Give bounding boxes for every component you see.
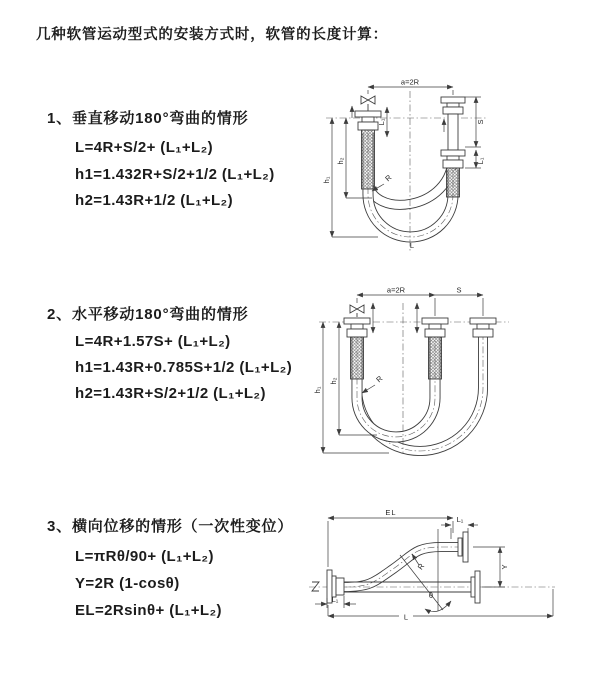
dim-label-s: S <box>456 285 462 295</box>
dim-label-el: EL <box>385 508 397 517</box>
dim-el <box>328 508 453 567</box>
construction-radius-line <box>400 555 443 610</box>
dim-label-l1: L₁ <box>331 595 339 604</box>
dim-l1-right <box>465 150 485 168</box>
section-3-heading: 3、横向位移的情形（一次性变位） <box>47 518 294 535</box>
dim-l <box>328 589 553 622</box>
section-2-formula-h2: h2=1.43R+S/2+1/2 (L₁+L₂) <box>75 385 266 402</box>
label-radius: R <box>374 373 385 385</box>
diagram-lateral-displacement <box>303 503 600 645</box>
diagram-vertical-180-bend <box>314 77 600 260</box>
dim-l1-left <box>315 595 356 608</box>
radius-callout <box>372 173 394 191</box>
radius-callout <box>362 374 385 393</box>
dim-label-h2: h₂ <box>329 377 338 385</box>
label-radius: R <box>383 172 394 184</box>
section-3-formula-Y: Y=2R (1-cosθ) <box>75 575 180 592</box>
dim-label-a2r: a=2R <box>386 285 406 295</box>
dim-label-l1: L₁ <box>377 118 386 126</box>
dim-a2r <box>368 78 453 96</box>
dim-label-l: L <box>403 612 409 622</box>
section-2-formula-L: L=4R+1.57S+ (L₁+L₂) <box>75 333 231 350</box>
middle-fitting <box>422 318 448 379</box>
left-flange <box>312 570 344 603</box>
dim-label-s: S <box>476 119 485 125</box>
dim-l1-top <box>441 515 478 539</box>
label-radius: R <box>415 561 427 572</box>
diagram-horizontal-180-bend <box>313 283 599 463</box>
page-title: 几种软管运动型式的安装方式时，软管的长度计算： <box>36 27 388 43</box>
dim-s <box>465 97 485 147</box>
dim-label-l1: L₁ <box>456 515 464 524</box>
hose-s-curve <box>344 547 458 587</box>
lower-right-flange <box>471 571 480 603</box>
section-2-formula-h1: h1=1.43R+0.785S+1/2 (L₁+L₂) <box>75 359 293 376</box>
section-3-formula-L: L=πRθ/90+ (L₁+L₂) <box>75 548 214 565</box>
dim-a2r <box>357 286 483 317</box>
section-1-formula-h2: h2=1.43R+1/2 (L₁+L₂) <box>75 192 234 209</box>
dim-label-y: Y <box>500 564 509 570</box>
dim-label-h1: h₁ <box>322 176 331 184</box>
section-1-formula-h1: h1=1.432R+S/2+1/2 (L₁+L₂) <box>75 166 275 183</box>
hose-ghost-position <box>368 155 453 205</box>
right-fitting <box>470 318 496 337</box>
dim-label-l1: L₁ <box>476 157 485 165</box>
hose-main-position <box>357 337 435 437</box>
top-right-flange <box>458 532 468 562</box>
pipe-break-icon <box>312 582 319 591</box>
dim-label-a2r: a=2R <box>400 77 420 87</box>
valve-icon <box>350 305 364 317</box>
label-length: L <box>409 241 415 250</box>
dim-label-h2: h₂ <box>336 157 345 165</box>
section-3-formula-EL: EL=2Rsinθ+ (L₁+L₂) <box>75 602 222 619</box>
section-2-heading: 2、水平移动180°弯曲的情形 <box>47 306 249 323</box>
left-fitting <box>344 318 370 379</box>
label-theta: θ <box>428 591 434 600</box>
section-1-formula-L: L=4R+S/2+ (L₁+L₂) <box>75 139 214 156</box>
dim-label-h1: h₁ <box>313 386 322 394</box>
valve-icon <box>361 96 375 111</box>
section-1-heading: 1、垂直移动180°弯曲的情形 <box>47 110 249 127</box>
